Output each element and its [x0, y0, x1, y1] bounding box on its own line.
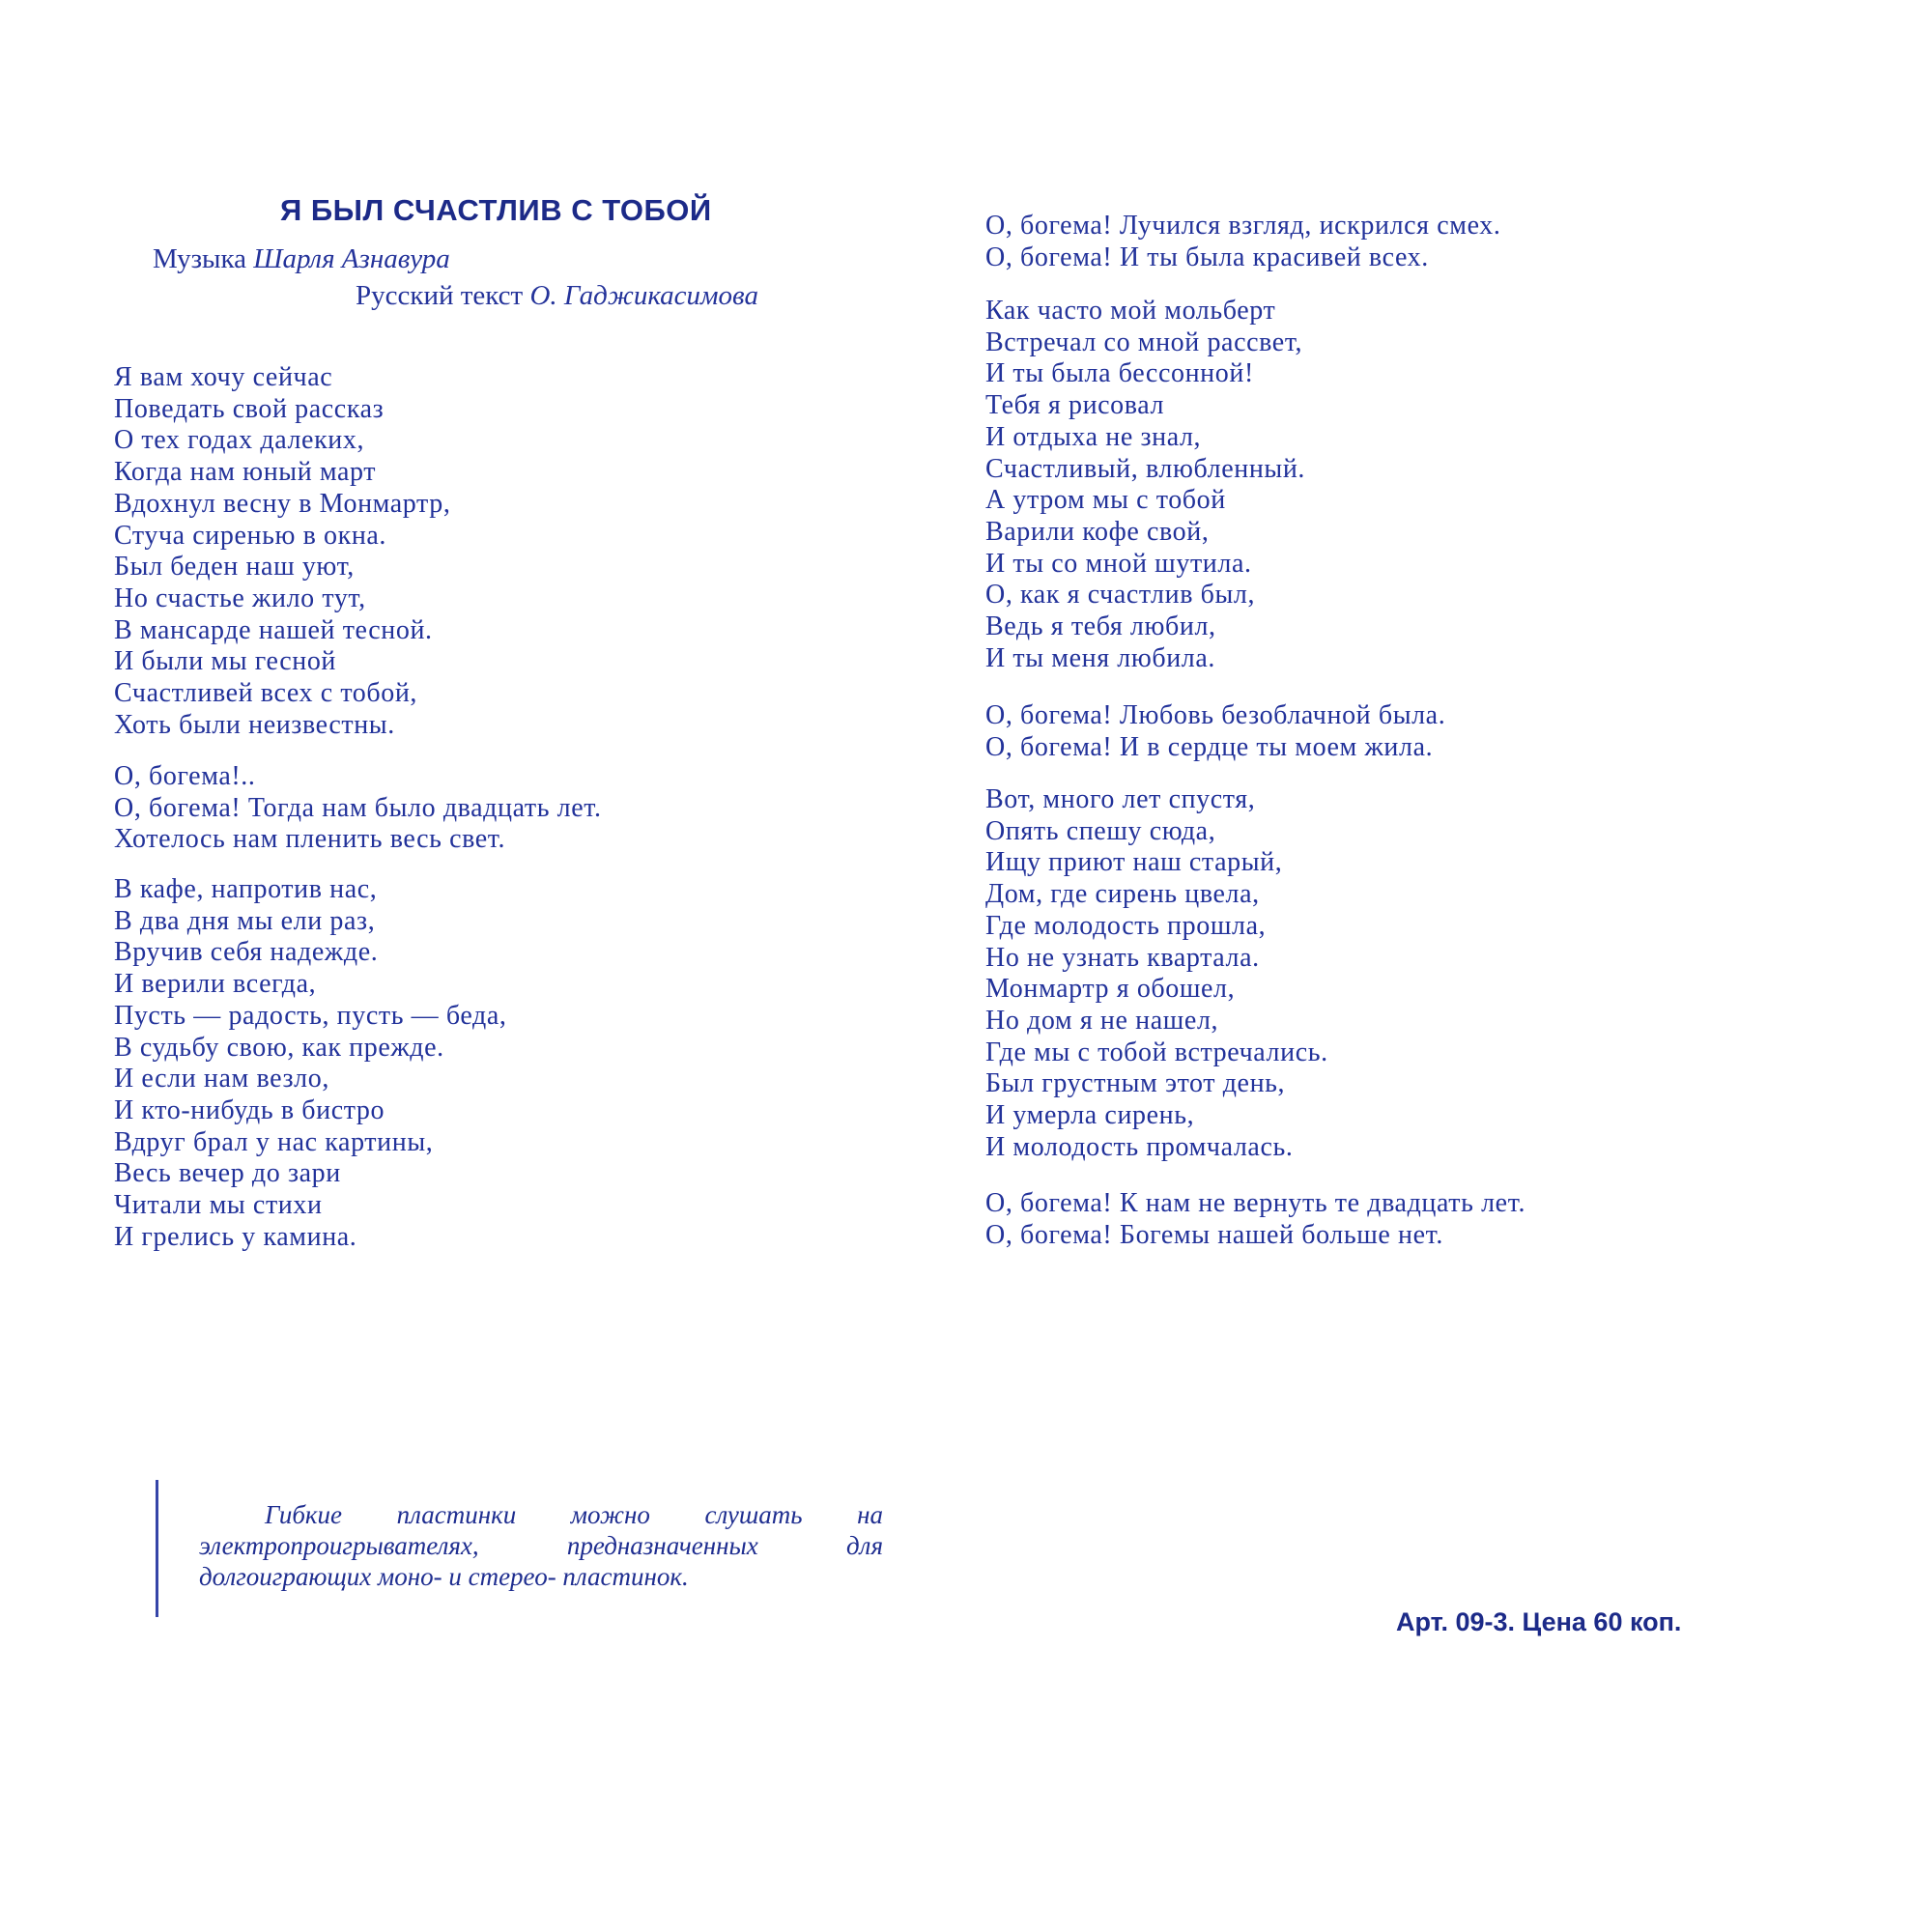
lyric-line: В два дня мы ели раз, — [114, 905, 376, 936]
playback-note — [199, 1499, 883, 1592]
stanza — [114, 761, 602, 856]
lyric-line: И были мы гесной — [114, 646, 337, 677]
lyric-line: Стуча сиренью в окна. — [114, 520, 387, 551]
lyric-line: Вдруг брал у нас картины, — [114, 1126, 434, 1157]
lyric-line: Как часто мой мольберт — [985, 296, 1276, 326]
lyric-line: Опять спешу сюда, — [985, 815, 1216, 846]
lyric-line: О, богема! Любовь безоблачной была. — [985, 700, 1446, 730]
lyric-line: О, как я счастлив был, — [985, 580, 1256, 611]
lyric-line: Где мы с тобой встречались. — [985, 1037, 1328, 1067]
stanza — [985, 1188, 1525, 1251]
lyric-line: И верили всегда, — [114, 969, 317, 1000]
lyric-line: Дом, где сирень цвела, — [985, 879, 1260, 910]
lyric-line: Но счастье жило тут, — [114, 582, 366, 613]
lyric-line: Встречал со мной рассвет, — [985, 327, 1303, 357]
note-margin-rule — [156, 1480, 158, 1617]
lyric-line: О тех годах далеких, — [114, 425, 365, 456]
lyric-line: Где молодость прошла, — [985, 910, 1267, 941]
lyric-line: В судьбу свою, как прежде. — [114, 1032, 444, 1063]
lyric-line: Вдохнул весну в Монмартр, — [114, 488, 451, 519]
lyric-line: Весь вечер до зари — [114, 1158, 341, 1189]
lyric-line: Ведь я тебя любил, — [985, 611, 1216, 642]
lyric-line: Пусть — радость, пусть — беда, — [114, 1000, 507, 1031]
lyric-line: И ты со мной шутила. — [985, 548, 1252, 579]
lyric-line: Читали мы стихи — [114, 1190, 323, 1221]
lyric-line: Вручив себя надежде. — [114, 937, 379, 968]
playback-note-text: Гибкие пластинки можно слушать на электропроигрывателях, предназначенных для долгоиграющих моно- и стерео- пластинок. — [199, 1500, 883, 1591]
stanza — [114, 874, 507, 1253]
stanza — [114, 362, 450, 741]
stanza — [985, 700, 1445, 763]
article-price: Арт. 09-3. Цена 60 коп. — [1396, 1607, 1682, 1636]
lyric-line: Хоть были неизвестны. — [114, 709, 395, 740]
lyric-line: В мансарде нашей тесной. — [114, 614, 433, 645]
composer-name: Шарля Азнавура — [253, 243, 450, 274]
lyric-line: Счастливый, влюбленный. — [985, 453, 1306, 484]
stanza — [985, 211, 1500, 273]
lyrics-credit-prefix: Русский текст — [356, 280, 524, 311]
stanza — [985, 296, 1305, 674]
lyric-line: О, богема! Лучился взгляд, искрился смех. — [985, 211, 1501, 241]
lyric-line: Хотелось нам пленить весь свет. — [114, 824, 506, 855]
lyric-line: Ищу приют наш старый, — [985, 847, 1283, 878]
music-credit — [153, 243, 450, 275]
lyric-line: Когда нам юный март — [114, 457, 377, 488]
lyric-line: Был беден наш уют, — [114, 552, 355, 582]
lyric-line: И грелись у камина. — [114, 1221, 357, 1252]
lyric-line: О, богема! К нам не вернуть те двадцать лет. — [985, 1188, 1526, 1218]
lyric-line: Поведать свой рассказ — [114, 393, 385, 424]
lyric-line: Монмартр я обошел, — [985, 974, 1236, 1005]
lyric-line: В кафе, напротив нас, — [114, 874, 378, 904]
lyric-line: Вот, много лет спустя, — [985, 784, 1256, 814]
lyric-line: О, богема!.. — [114, 761, 256, 791]
lyric-line: Варили кофе свой, — [985, 516, 1210, 547]
lyric-line: Но не узнать квартала. — [985, 942, 1260, 973]
lyric-line: И умерла сирень, — [985, 1100, 1195, 1131]
lyricist-name: О. Гаджикасимова — [529, 280, 758, 311]
song-title: Я БЫЛ СЧАСТЛИВ С ТОБОЙ — [280, 193, 712, 227]
lyric-line: И отдыха не знал, — [985, 421, 1202, 452]
lyric-line: И если нам везло, — [114, 1064, 329, 1094]
stanza — [985, 784, 1328, 1163]
lyric-line: И кто-нибудь в бистро — [114, 1094, 385, 1125]
lyric-line: И ты была бессонной! — [985, 358, 1254, 389]
lyric-line: Но дом я не нашел, — [985, 1005, 1219, 1036]
lyric-line: А утром мы с тобой — [985, 485, 1226, 516]
lyric-line: И молодость промчалась. — [985, 1131, 1294, 1162]
lyric-line: Тебя я рисовал — [985, 390, 1165, 421]
lyric-line: О, богема! Богемы нашей больше нет. — [985, 1219, 1443, 1250]
lyrics-credit — [356, 280, 758, 312]
lyric-line: О, богема! Тогда нам было двадцать лет. — [114, 792, 602, 823]
lyric-line: О, богема! И в сердце ты моем жила. — [985, 731, 1434, 762]
music-credit-prefix: Музыка — [153, 243, 247, 274]
lyric-line: Я вам хочу сейчас — [114, 362, 333, 392]
lyric-line: И ты меня любила. — [985, 642, 1216, 673]
lyric-line: Счастливей всех с тобой, — [114, 678, 418, 709]
lyric-line: Был грустным этот день, — [985, 1068, 1286, 1099]
lyric-line: О, богема! И ты была красивей всех. — [985, 242, 1429, 272]
